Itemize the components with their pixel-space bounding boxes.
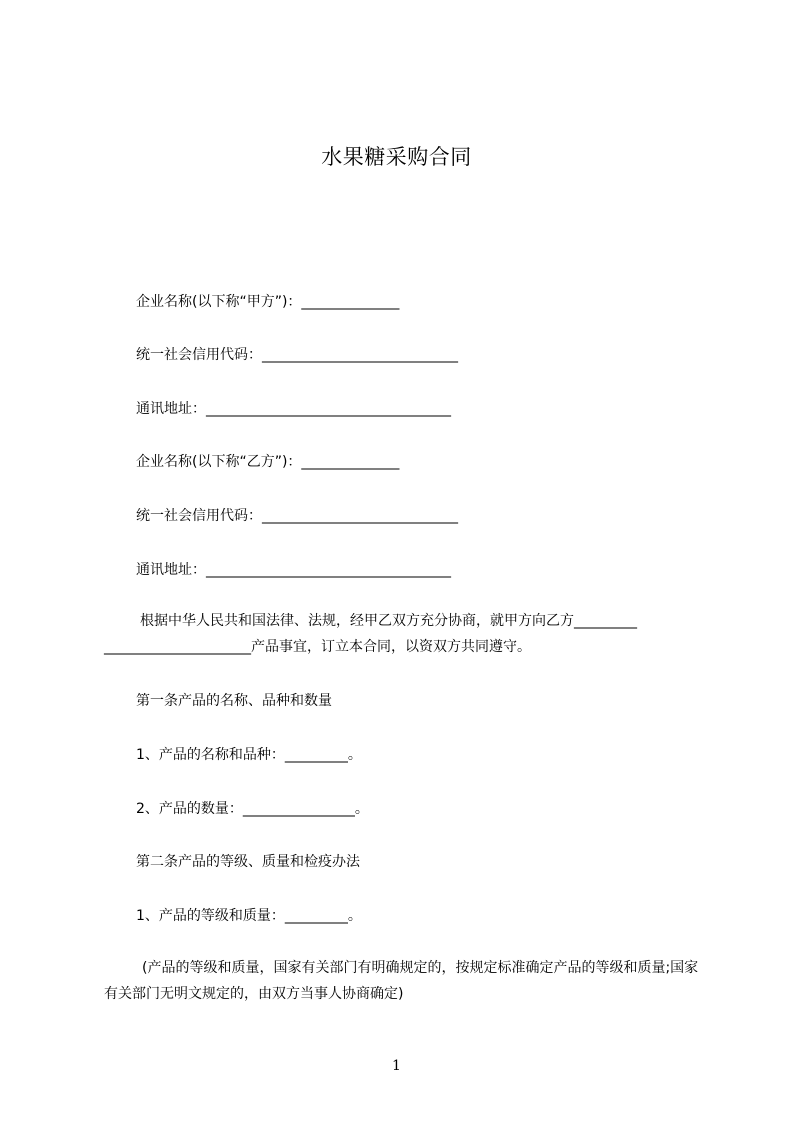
party-b-address-line: 通讯地址：___________________________________	[136, 562, 451, 578]
article-2-item-1: 1、产品的等级和质量：_________。	[136, 908, 362, 924]
article-2-note-paragraph	[104, 955, 704, 1007]
party-b-name-line: 企业名称(以下称“乙方”)：______________	[136, 454, 400, 470]
article-2-heading: 第二条产品的等级、质量和检疫办法	[136, 854, 360, 870]
party-a-name-line: 企业名称(以下称“甲方”)：______________	[136, 294, 400, 310]
article-2-note-text: (产品的等级和质量，国家有关部门有明确规定的，按规定标准确定产品的等级和质量;国家有关部门无明文规定的，由双方当事人协商确定)	[104, 960, 699, 1002]
article-1-item-1: 1、产品的名称和品种：_________。	[136, 747, 362, 763]
article-1-heading: 第一条产品的名称、品种和数量	[136, 693, 332, 709]
page-number: 1	[392, 1058, 401, 1074]
document-title: 水果糖采购合同	[321, 145, 472, 169]
party-b-credit-code-line: 统一社会信用代码：____________________________	[136, 508, 458, 524]
preamble-paragraph	[104, 608, 704, 660]
party-a-address-line: 通讯地址：___________________________________	[136, 401, 451, 417]
article-1-item-2: 2、产品的数量：________________。	[136, 801, 369, 817]
preamble-text: 根据中华人民共和国法律、法规，经甲乙双方充分协商，就甲方向乙方_________ _____________________产品事宜，订立本合同，以资双方共同遵守。	[104, 613, 637, 655]
party-a-credit-code-line: 统一社会信用代码：____________________________	[136, 347, 458, 363]
